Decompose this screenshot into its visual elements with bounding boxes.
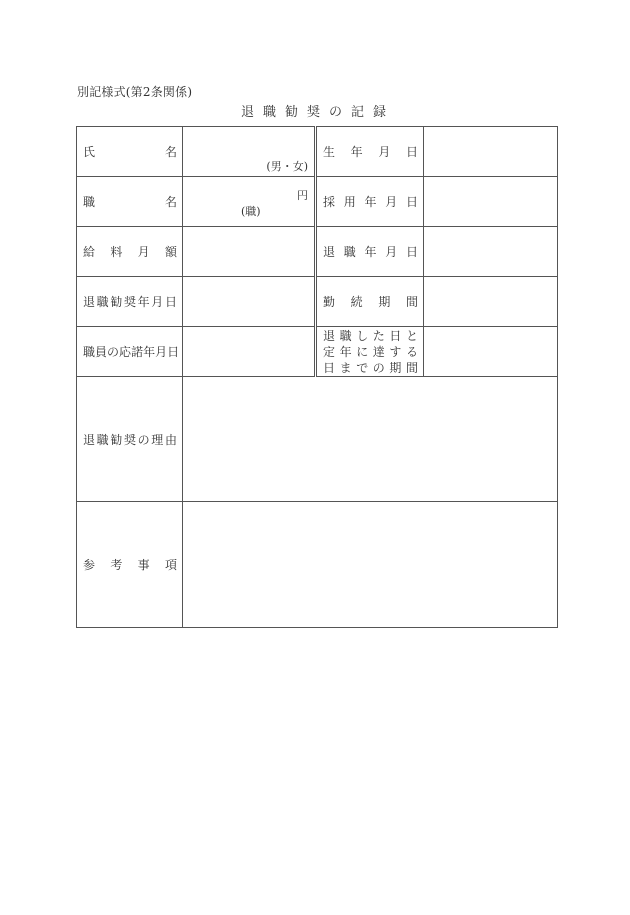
hire-field[interactable] bbox=[424, 177, 558, 227]
birth-field[interactable] bbox=[424, 127, 558, 177]
salary-label-cell bbox=[77, 227, 183, 277]
position-label: 職 名 bbox=[83, 195, 177, 209]
retire-field[interactable] bbox=[424, 227, 558, 277]
remarks-label: 参 考 事 項 bbox=[83, 558, 177, 572]
period-label-line2: 定 年 に 達 す る bbox=[323, 344, 418, 359]
recommend-date-field[interactable] bbox=[183, 277, 316, 327]
shoku-note: (職) bbox=[241, 205, 261, 218]
reason-field[interactable] bbox=[183, 377, 558, 502]
recommend-date-label-cell bbox=[77, 277, 183, 327]
name-field[interactable] bbox=[183, 127, 316, 177]
position-label-cell bbox=[77, 177, 183, 227]
salary-field[interactable] bbox=[183, 227, 316, 277]
consent-label-cell bbox=[77, 327, 183, 377]
service-label-cell bbox=[316, 277, 424, 327]
period-field[interactable] bbox=[424, 327, 558, 377]
salary-label: 給 料 月 額 bbox=[83, 245, 177, 259]
birth-label-cell bbox=[316, 127, 424, 177]
hire-label-cell bbox=[316, 177, 424, 227]
consent-field[interactable] bbox=[183, 327, 316, 377]
reason-label: 退 職 勧 奨 の 理 由 bbox=[83, 432, 177, 447]
record-form-table bbox=[76, 126, 558, 628]
period-label-cell bbox=[316, 327, 424, 377]
position-field[interactable] bbox=[183, 177, 316, 227]
reason-label-cell bbox=[77, 377, 183, 502]
recommend-date-label: 退 職 勧 奨 年 月 日 bbox=[83, 295, 177, 309]
consent-label: 職 員 の 応 諾 年 月 日 bbox=[83, 345, 180, 359]
period-label-line3: 日 ま で の 期 間 bbox=[323, 360, 418, 375]
yen-note: 円 bbox=[297, 189, 308, 202]
remarks-field[interactable] bbox=[183, 502, 558, 628]
birth-label: 生 年 月 日 bbox=[323, 145, 418, 159]
service-label: 勤 続 期 間 bbox=[323, 295, 418, 309]
form-label: 別記様式(第2条関係) bbox=[77, 85, 193, 99]
retire-label-cell bbox=[316, 227, 424, 277]
period-label-line1: 退 職 し た 日 と bbox=[323, 328, 418, 343]
page-title: 退職勧奨の記録 bbox=[240, 105, 395, 120]
name-label-cell bbox=[77, 127, 183, 177]
hire-label: 採 用 年 月 日 bbox=[323, 195, 418, 209]
retire-label: 退 職 年 月 日 bbox=[323, 245, 418, 259]
name-label: 氏 名 bbox=[83, 145, 177, 159]
remarks-label-cell bbox=[77, 502, 183, 628]
service-field[interactable] bbox=[424, 277, 558, 327]
sex-note: (男・女) bbox=[266, 160, 308, 173]
